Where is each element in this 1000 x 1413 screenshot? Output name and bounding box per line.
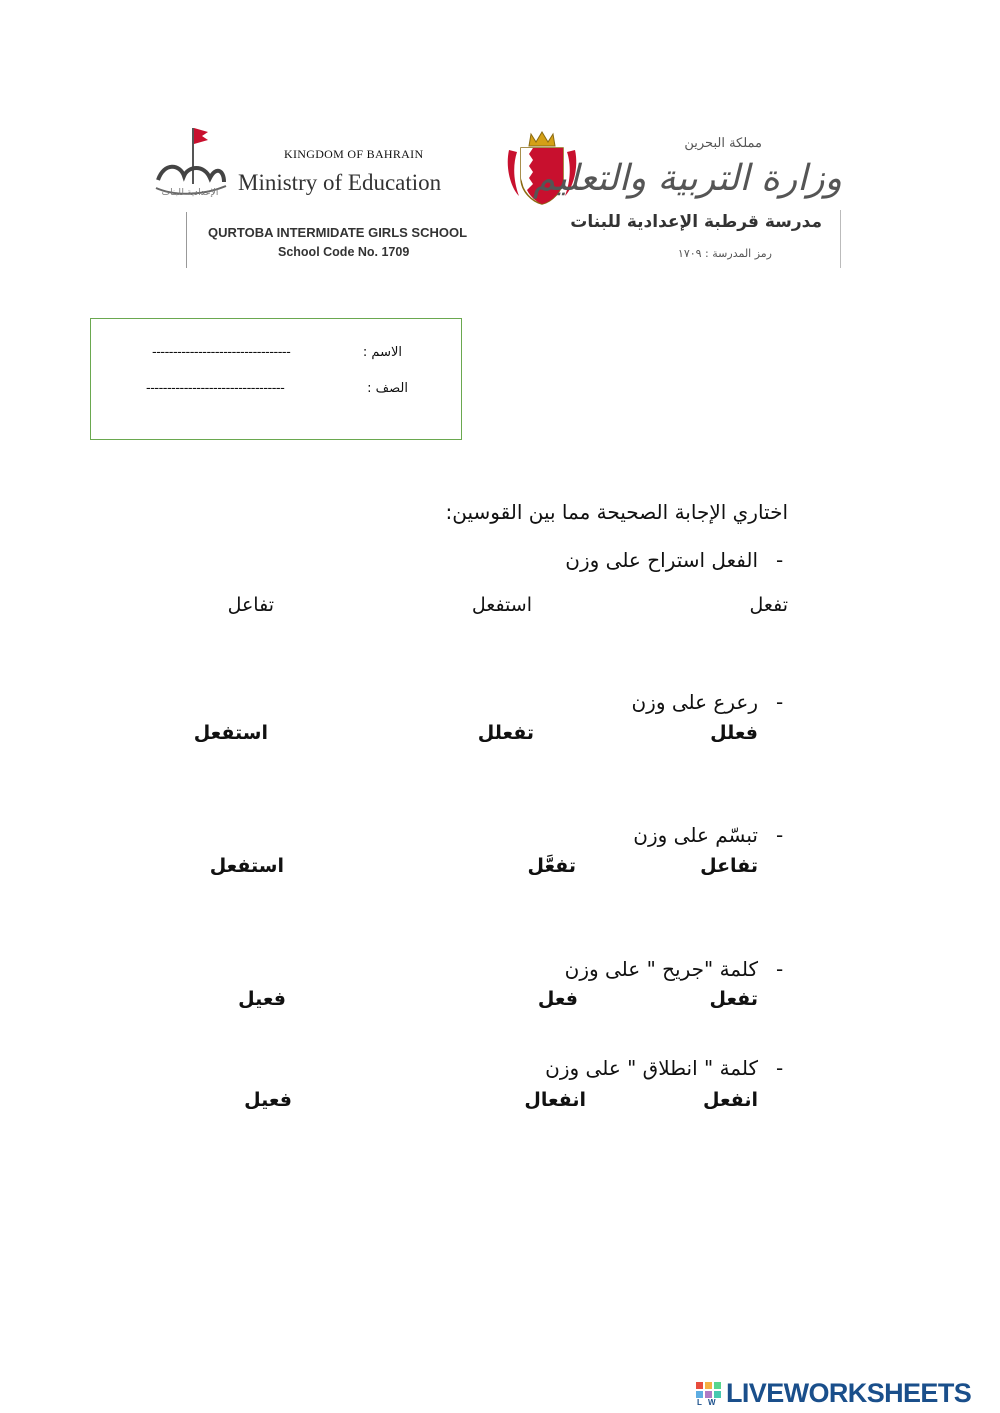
answer-option[interactable]: استفعل	[193, 722, 268, 744]
question-bullet: -	[776, 957, 784, 981]
question-bullet: -	[776, 1056, 784, 1080]
ar-kingdom-title: مملكة البحرين	[684, 136, 762, 151]
answer-option[interactable]: تفعل	[709, 988, 758, 1010]
question-bullet: -	[776, 690, 784, 714]
instruction-text: اختاري الإجابة الصحيحة مما بين القوسين:	[445, 500, 788, 524]
ar-school-code: رمز المدرسة : ١٧٠٩	[677, 247, 772, 260]
liveworksheets-logo-icon	[696, 1382, 722, 1406]
qurtoba-logo-subtext: الإعدادية للبنات	[161, 188, 219, 198]
header-divider	[186, 212, 187, 268]
class-field[interactable]: ---------------------------------	[146, 381, 285, 396]
student-info-box	[90, 318, 462, 440]
answer-option[interactable]: تفعل	[749, 594, 788, 616]
answer-option[interactable]: استفعل	[471, 594, 532, 616]
en-ministry-title: Ministry of Education	[238, 170, 442, 195]
question-text: تبسّم على وزن	[633, 823, 758, 847]
name-field[interactable]: ---------------------------------	[152, 345, 291, 360]
answer-option[interactable]: انفعال	[524, 1089, 586, 1111]
question-bullet: -	[776, 823, 784, 847]
ar-school-name: مدرسة قرطبة الإعدادية للبنات	[570, 212, 822, 232]
answer-option[interactable]: فعيل	[238, 988, 286, 1010]
question-text: الفعل استراح على وزن	[565, 548, 758, 572]
en-school-name: QURTOBA INTERMIDATE GIRLS SCHOOL	[208, 225, 468, 240]
logo-letter: L	[697, 1398, 702, 1406]
answer-option[interactable]: فعيل	[244, 1089, 292, 1111]
answer-option[interactable]: استفعل	[209, 855, 284, 877]
question-text: كلمة "جريح " على وزن	[564, 957, 758, 981]
en-school-code: School Code No. 1709	[278, 245, 410, 259]
answer-option[interactable]: تفاعل	[700, 855, 758, 877]
logo-letter: W	[708, 1398, 716, 1406]
header-divider	[840, 210, 841, 268]
name-label: الاسم :	[362, 345, 402, 360]
answer-option[interactable]: تفاعل	[227, 594, 274, 616]
qurtoba-logo-icon	[150, 122, 230, 212]
question-text: رعرع على وزن	[631, 690, 758, 714]
class-label: الصف :	[367, 381, 408, 396]
question-text: كلمة " انطلاق " على وزن	[545, 1056, 758, 1080]
answer-option[interactable]: تفعلل	[477, 722, 534, 744]
answer-option[interactable]: انفعل	[702, 1089, 758, 1111]
liveworksheets-brand: LIVEWORKSHEETS	[726, 1378, 972, 1408]
answer-option[interactable]: فعلل	[710, 722, 758, 744]
en-kingdom-title: KINGDOM OF BAHRAIN	[284, 147, 424, 161]
question-bullet: -	[776, 548, 784, 572]
answer-option[interactable]: تفعَّل	[527, 855, 576, 877]
liveworksheets-footer[interactable]	[696, 1378, 992, 1410]
ar-ministry-title: وزارة التربية والتعليم	[532, 158, 842, 199]
answer-option[interactable]: فعل	[537, 988, 578, 1010]
